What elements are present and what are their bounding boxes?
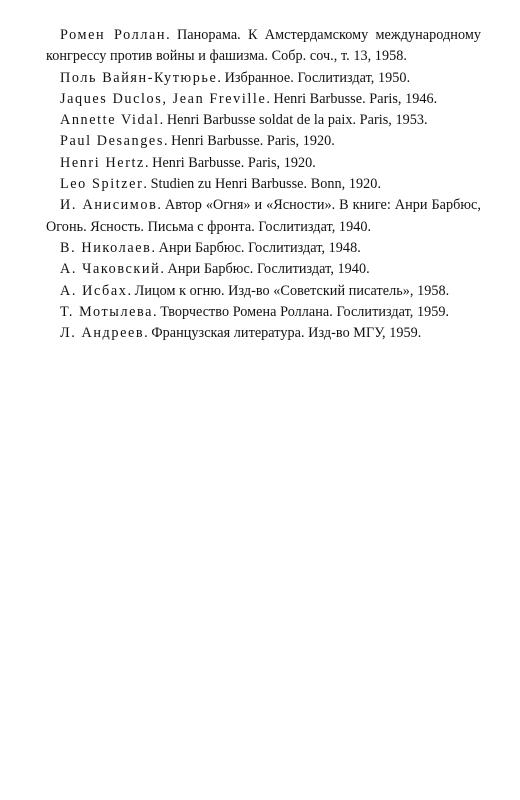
entry-author: А. Исбах	[60, 282, 128, 299]
entry-text: . Избранное. Гослитиздат, 1950.	[217, 69, 411, 86]
entry-author: Ромен Роллан	[60, 27, 167, 43]
entry-text: . Анри Барбюс. Гослитиздат, 1940.	[160, 261, 370, 278]
bibliography-entry	[46, 25, 481, 68]
bibliography-list	[46, 25, 481, 344]
bibliography-entry	[46, 259, 481, 280]
entry-author: Annette Vidal	[60, 112, 160, 129]
entry-text: . Henri Barbusse soldat de la paix. Paris, 1953.	[159, 112, 428, 129]
entry-text: . Анри Барбюс. Гослитиздат, 1948.	[151, 239, 361, 256]
entry-author: Т. Мотылева	[60, 303, 154, 320]
entry-text: . Henri Barbusse. Paris, 1920.	[144, 154, 316, 171]
entry-author: Henri Hertz	[60, 154, 145, 171]
bibliography-entry	[46, 131, 481, 152]
entry-author: И. Анисимов	[60, 197, 158, 214]
entry-text: . Studien zu Henri Barbusse. Bonn, 1920.	[143, 176, 382, 193]
bibliography-entry	[46, 238, 481, 259]
entry-author: В. Николаев	[60, 239, 152, 256]
entry-author: Jaques Duclos, Jean Freville	[60, 90, 267, 107]
entry-author: Л. Андреев	[60, 325, 145, 342]
bibliography-entry	[46, 302, 481, 323]
entry-text: . Французская литература. Изд-во МГУ, 1959.	[144, 325, 422, 342]
bibliography-entry	[46, 89, 481, 110]
entry-author: Paul Desanges	[60, 133, 164, 150]
bibliography-entry	[46, 195, 481, 238]
entry-text: . Лицом к огню. Изд-во «Советский писатель», 1958.	[127, 282, 450, 299]
bibliography-entry	[46, 153, 481, 174]
entry-text: . Панорама. К Амстердамскому международному конгрессу против войны и фашизма. Собр. соч., т. 13, 1958.	[46, 27, 481, 65]
bibliography-entry	[46, 174, 481, 195]
entry-text: . Творчество Ромена Роллана. Гослитиздат, 1959.	[153, 303, 450, 320]
entry-author: Leo Spitzer	[60, 176, 144, 193]
bibliography-entry	[46, 68, 481, 89]
entry-text: . Henri Barbusse. Paris, 1920.	[163, 133, 335, 150]
entry-author: Поль Вайян-Кутюрье	[60, 69, 218, 86]
bibliography-entry	[46, 110, 481, 131]
entry-author: А. Чаковский	[60, 261, 161, 278]
entry-text: . Henri Barbusse. Paris, 1946.	[266, 90, 438, 107]
bibliography-entry	[46, 281, 481, 302]
entry-text: . Автор «Огня» и «Ясности». В книге: Анри Барбюс, Огонь. Ясность. Письма с фронта. Гослитиздат, 1940.	[46, 197, 481, 235]
bibliography-entry	[46, 323, 481, 344]
